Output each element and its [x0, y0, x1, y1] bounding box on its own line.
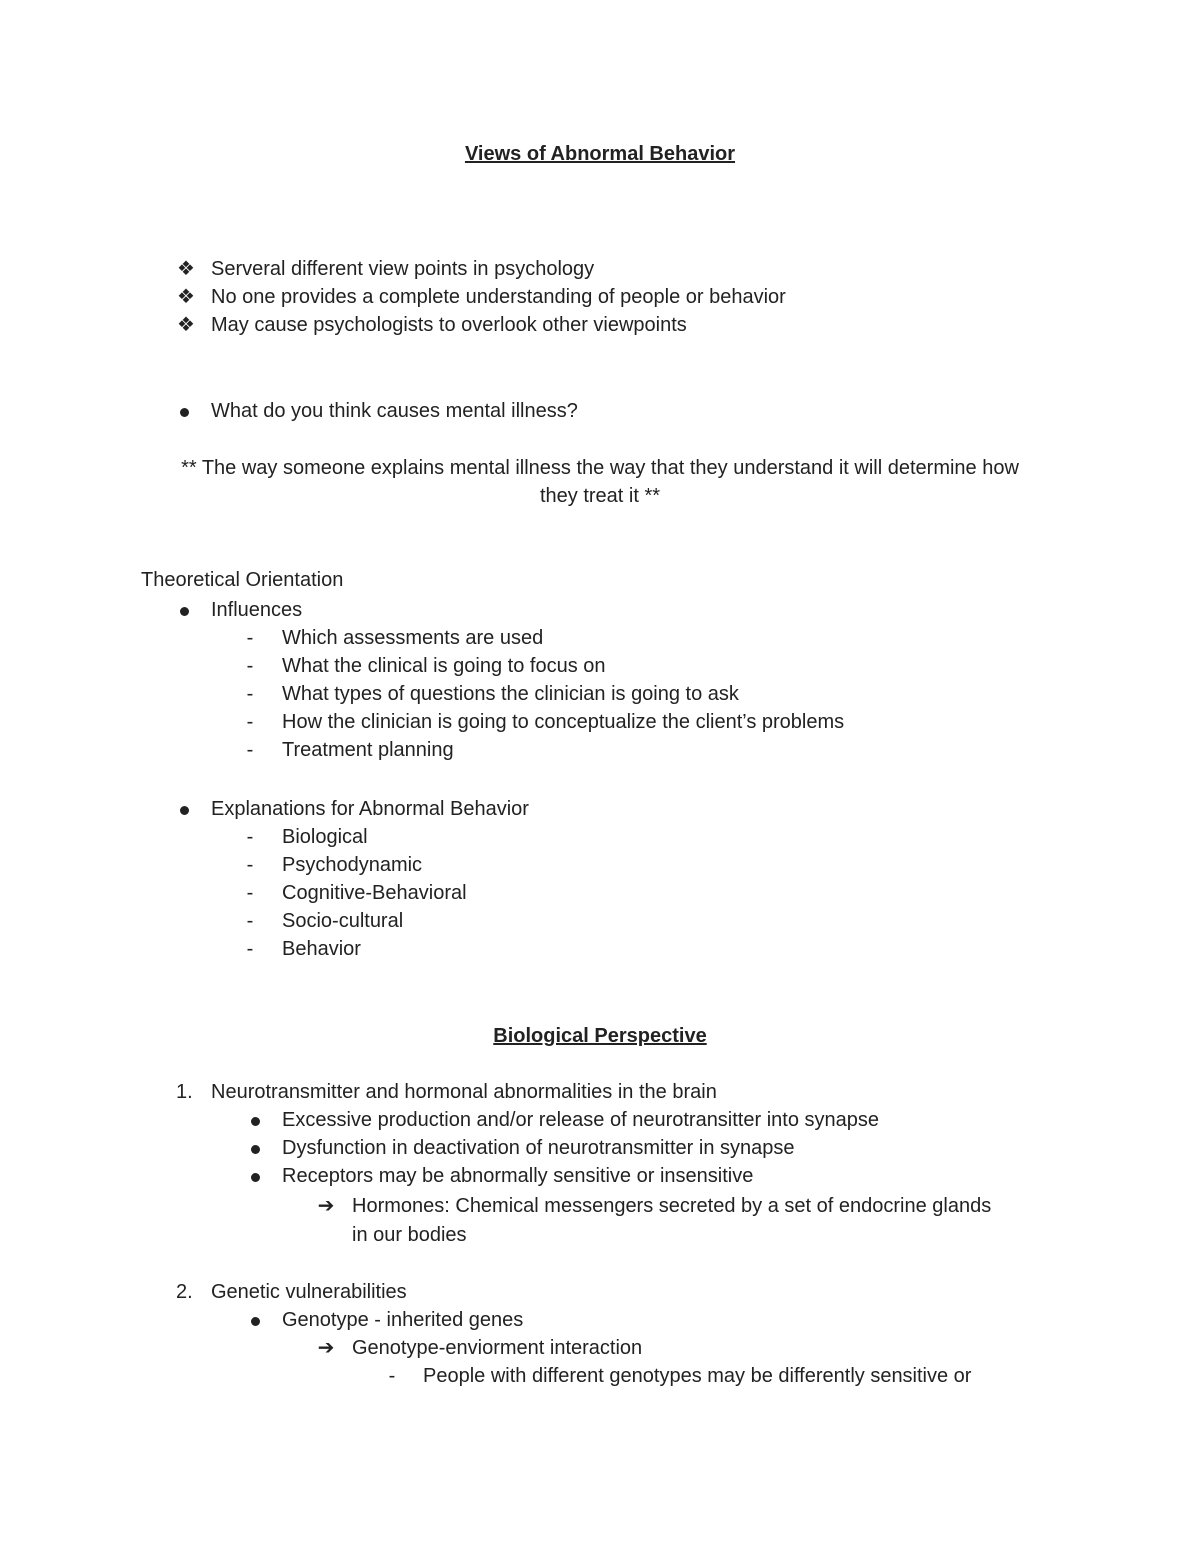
- question: What do you think causes mental illness?: [211, 400, 578, 422]
- diamond-bullet-icon: ❖: [177, 286, 195, 308]
- list-number: 1.: [176, 1081, 193, 1103]
- dash-icon: -: [246, 655, 254, 677]
- list-item: What the clinical is going to focus on: [282, 655, 606, 677]
- list-item: What types of questions the clinician is going to ask: [282, 683, 739, 705]
- intro-bullet: Serveral different view points in psychology: [211, 258, 595, 280]
- arrow-bullet-icon: ➔: [317, 1195, 335, 1217]
- bullet-dot-icon: [243, 1306, 267, 1334]
- dash-icon: -: [246, 938, 254, 960]
- section-heading-orientation: Theoretical Orientation: [141, 569, 344, 591]
- list-item: Genotype-enviorment interaction: [352, 1337, 643, 1359]
- dash-icon: -: [246, 739, 254, 761]
- diamond-bullet-icon: ❖: [177, 258, 195, 280]
- numbered-item: Genetic vulnerabilities: [211, 1281, 407, 1303]
- note-line: ** The way someone explains mental illness the way that they understand it will determine how: [181, 457, 1019, 479]
- numbered-item: Neurotransmitter and hormonal abnormalities in the brain: [211, 1081, 717, 1103]
- bullet-dot-icon: [172, 397, 196, 425]
- list-item: Treatment planning: [282, 739, 454, 761]
- dash-icon: -: [246, 910, 254, 932]
- list-item: Excessive production and/or release of neurotransitter into synapse: [282, 1109, 880, 1131]
- bullet-dot-icon: [172, 596, 196, 624]
- bullet-dot-icon: [243, 1134, 267, 1162]
- list-item: Biological: [282, 826, 368, 848]
- list-item: People with different genotypes may be differently sensitive or: [423, 1365, 972, 1387]
- diamond-bullet-icon: ❖: [177, 314, 195, 336]
- note-line: they treat it **: [539, 485, 661, 507]
- list-item: Socio-cultural: [282, 910, 404, 932]
- page-title: Views of Abnormal Behavior: [464, 143, 736, 165]
- list-item: Dysfunction in deactivation of neurotransmitter in synapse: [282, 1137, 795, 1159]
- list-item: Behavior: [282, 938, 361, 960]
- bullet-dot-icon: [243, 1162, 267, 1190]
- dash-icon: -: [246, 683, 254, 705]
- dash-icon: -: [246, 627, 254, 649]
- section-heading-biological: Biological Perspective: [493, 1025, 707, 1047]
- dash-icon: -: [246, 882, 254, 904]
- intro-bullet: No one provides a complete understanding of people or behavior: [211, 286, 786, 308]
- dash-icon: -: [246, 711, 254, 733]
- arrow-bullet-icon: ➔: [317, 1337, 335, 1359]
- list-item: Psychodynamic: [282, 854, 423, 876]
- list-item-continuation: in our bodies: [352, 1224, 467, 1246]
- dash-icon: -: [246, 826, 254, 848]
- list-item: Receptors may be abnormally sensitive or insensitive: [282, 1165, 754, 1187]
- intro-bullet: May cause psychologists to overlook other viewpoints: [211, 314, 687, 336]
- list-number: 2.: [176, 1281, 193, 1303]
- list-item: Hormones: Chemical messengers secreted by a set of endocrine glands: [352, 1195, 992, 1217]
- influences-label: Influences: [211, 599, 303, 621]
- list-item: Cognitive-Behavioral: [282, 882, 467, 904]
- dash-icon: -: [246, 854, 254, 876]
- dash-icon: -: [388, 1365, 396, 1387]
- list-item: Which assessments are used: [282, 627, 544, 649]
- bullet-dot-icon: [172, 795, 196, 823]
- list-item: Genotype - inherited genes: [282, 1309, 524, 1331]
- list-item: How the clinician is going to conceptualize the client’s problems: [282, 711, 845, 733]
- bullet-dot-icon: [243, 1106, 267, 1134]
- explanations-label: Explanations for Abnormal Behavior: [211, 798, 529, 820]
